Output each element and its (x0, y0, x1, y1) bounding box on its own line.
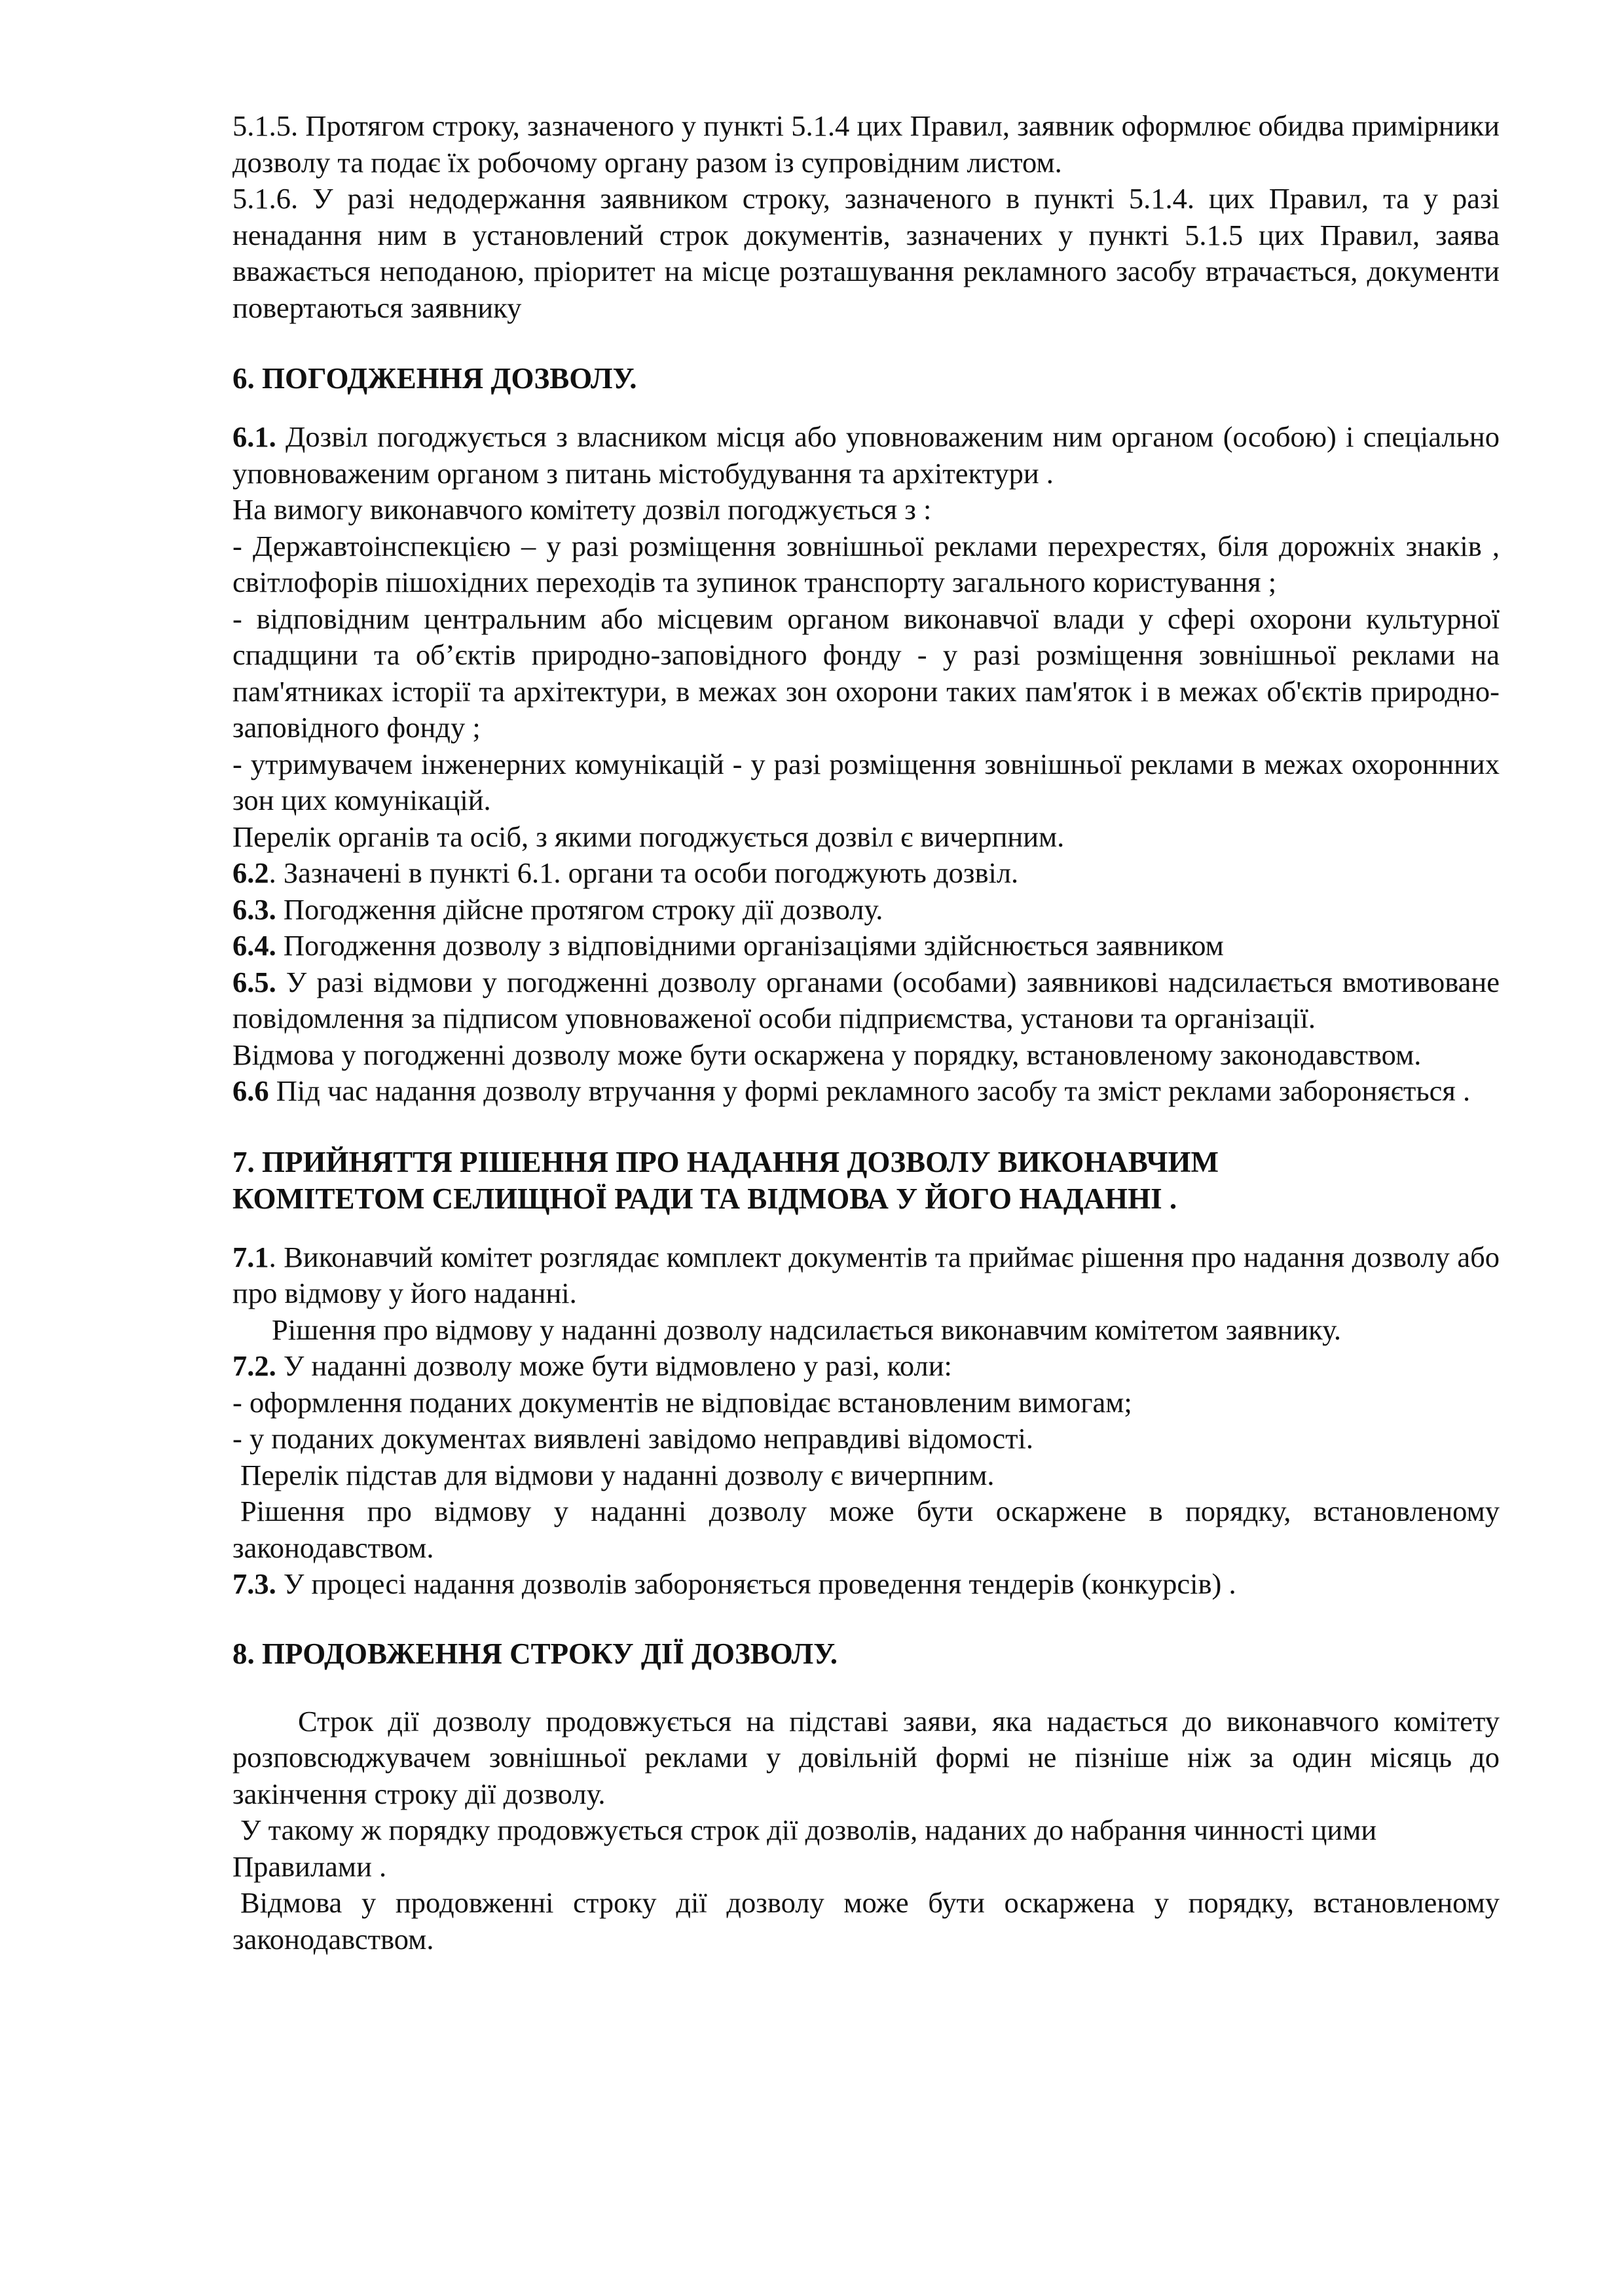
paragraph-6-1: 6.1. Дозвіл погоджується з власником місця або уповноваженим ним органом (особою) і спеціально уповноваженим органом з питань містобудування та архітектури . (232, 420, 1500, 490)
section-8-heading: 8. ПРОДОВЖЕННЯ СТРОКУ ДІЇ ДОЗВОЛУ. (232, 1637, 838, 1670)
clause-number: 6.5. (232, 965, 276, 998)
clause-number: 6.4. (232, 929, 276, 962)
paragraph-5-1-6: 5.1.6. У разі недодержання заявником строку, зазначеного в пункті 5.1.4. цих Правил, та у разі ненадання ним в установлений строк документів, зазначених у пункті 5.1.5 цих Правил, заява вважається неподаною, пріоритет на місце розташування рекламного засобу втрачається, документи повертаються заявнику (232, 182, 1500, 324)
paragraph-6-6: 6.6 Під час надання дозволу втручання у формі рекламного засобу та зміст реклами забороняється . (232, 1074, 1471, 1107)
clause-number: 7.2. (232, 1349, 276, 1382)
list-item: - відповідним центральним або місцевим органом виконавчої влади у сфері охорони культурної спадщини та об’єктів природно-заповідного фонду - у разі розміщення зовнішньої реклами на пам'ятниках історії та архітектури, в межах зон охорони таких пам'яток і в межах об'єктів природно-заповідного фонду ; (232, 602, 1500, 744)
paragraph-5-1-5: 5.1.5. Протягом строку, зазначеного у пункті 5.1.4 цих Правил, заявник оформлює обидва примірники дозволу та подає їх робочому органу разом із супровідним листом. (232, 109, 1500, 179)
clause-number: 7.1 (232, 1240, 269, 1273)
clause-number: 6.6 (232, 1074, 269, 1107)
paragraph-8-2: У такому ж порядку продовжується строк дії дозволів, наданих до набрання чинності цими Правилами . (232, 1813, 1377, 1883)
list-note: Перелік органів та осіб, з якими погоджується дозвіл є вичерпним. (232, 820, 1065, 853)
list-item: - Державтоінспекцією – у разі розміщення зовнішньої реклами перехрестях, біля дорожніх знаків , світлофорів пішохідних переходів та зупинок транспорту загального користування ; (232, 529, 1500, 598)
clause-number: 6.2 (232, 856, 269, 889)
paragraph-7-2: 7.2. У наданні дозволу може бути відмовлено у разі, коли: (232, 1349, 952, 1382)
paragraph-6-5-appeal: Відмова у погодженні дозволу може бути оскаржена у порядку, встановленому законодавством. (232, 1038, 1422, 1071)
section-6-heading: 6. ПОГОДЖЕННЯ ДОЗВОЛУ. (232, 362, 637, 395)
list-item: - у поданих документах виявлені завідомо неправдиві відомості. (232, 1422, 1034, 1455)
paragraph-6-1-requirement: На вимогу виконавчого комітету дозвіл погоджується з : (232, 493, 932, 526)
paragraph-7-1-refusal: Рішення про відмову у наданні дозволу надсилається виконавчим комітетом заявнику. (272, 1313, 1342, 1346)
section-7-heading: 7. ПРИЙНЯТТЯ РІШЕННЯ ПРО НАДАННЯ ДОЗВОЛУ ВИКОНАВЧИМ КОМІТЕТОМ СЕЛИЩНОЇ РАДИ ТА ВІДМОВА У ЙОГО НАДАННІ . (232, 1145, 1219, 1215)
list-item: - утримувачем інженерних комунікацій - у разі розміщення зовнішньої реклами в межах охороннних зон цих комунікацій. (232, 747, 1500, 816)
paragraph-7-3: 7.3. У процесі надання дозволів забороняється проведення тендерів (конкурсів) . (232, 1567, 1236, 1600)
paragraph-6-4: 6.4. Погодження дозволу з відповідними організаціями здійснюється заявником (232, 929, 1224, 962)
paragraph-7-1: 7.1. Виконавчий комітет розглядає комплект документів та приймає рішення про надання дозволу або про відмову у його наданні. (232, 1240, 1500, 1309)
list-note: Перелік підстав для відмови у наданні дозволу є вичерпним. (240, 1458, 995, 1491)
paragraph-7-2-appeal: Рішення про відмову у наданні дозволу може бути оскаржене в порядку, встановленому законодавством. (232, 1495, 1500, 1564)
list-item: - оформлення поданих документів не відповідає встановленим вимогам; (232, 1385, 1132, 1419)
paragraph-6-3: 6.3. Погодження дійсне протягом строку дії дозволу. (232, 892, 883, 926)
clause-number: 6.1. (232, 420, 276, 453)
clause-number: 6.3. (232, 892, 276, 926)
paragraph-6-5: 6.5. У разі відмови у погодженні дозволу органами (особами) заявникові надсилається вмотивоване повідомлення за підписом уповноваженої особи підприємства, установи та організації. (232, 965, 1500, 1034)
paragraph-8-1: Строк дії дозволу продовжується на підставі заяви, яка надається до виконавчого комітету розповсюджувачем зовнішньої реклами у довільній формі не пізніше ніж за один місяць до закінчення строку дії дозволу. (232, 1704, 1500, 1810)
paragraph-6-2: 6.2. Зазначені в пункті 6.1. органи та особи погоджують дозвіл. (232, 856, 1019, 889)
paragraph-8-3: Відмова у продовженні строку дії дозволу може бути оскаржена у порядку, встановленому законодавством. (232, 1886, 1500, 1956)
document-page (232, 108, 1500, 1958)
clause-number: 7.3. (232, 1567, 276, 1600)
